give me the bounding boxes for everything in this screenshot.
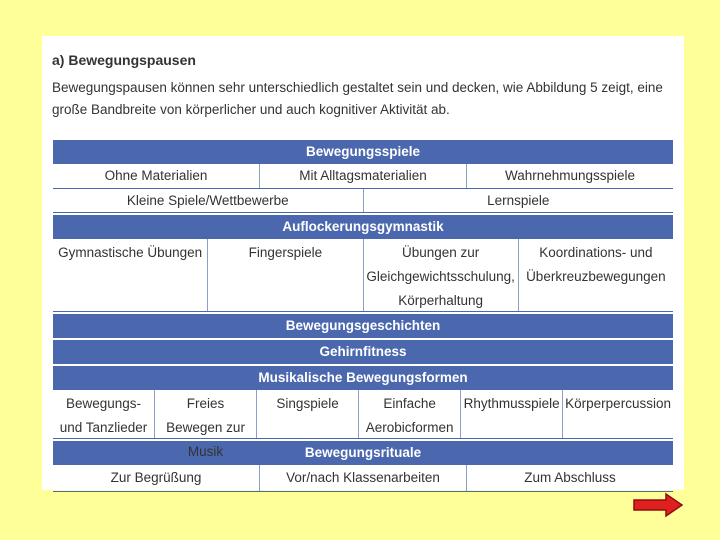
table-cell: Rhythmusspiele [461,390,563,438]
band-bewegungsgeschichten: Bewegungsgeschichten [53,312,673,338]
table-row [53,189,673,213]
table-cell: Wahrnehmungsspiele [504,168,636,183]
table-row [53,164,673,189]
table-cell: Koordinations- und Überkreuzbewegungen [526,245,666,284]
table-row [53,239,673,312]
table-cell: Übungen zur Gleichgewichtsschulung, Körperhaltung [364,239,519,311]
table-cell: Ohne Materialien [53,164,260,188]
band-auflockerungsgymnastik: Auflockerungsgymnastik [53,213,673,239]
table-cell: Gymnastische Übungen [53,239,208,311]
intro-paragraph: Bewegungspausen können sehr unterschiedlich gestaltet sein und decken, wie Abbildung 5 zeigt, eine große Bandbreite von körperlicher und auch kognitiver Aktivität ab. [52,80,663,117]
activity-table [53,138,673,492]
next-slide-button[interactable] [632,492,684,518]
band-bewegungsrituale: Bewegungsrituale [53,439,673,465]
table-cell: Bewegungs- und Tanzlieder [53,390,155,438]
band-musikalische-bewegungsformen: Musikalische Bewegungsformen [53,364,673,390]
section-heading: a) Bewegungspausen [52,52,196,68]
table-cell: Zum Abschluss [524,470,616,485]
table-cell: Freies Bewegen zur Musik [155,390,257,438]
table-cell: Fingerspiele [208,239,363,311]
table-cell: Mit Alltagsmaterialien [260,164,467,188]
band-gehirnfitness: Gehirnfitness [53,338,673,364]
table-cell: Kleine Spiele/Wettbewerbe [53,189,364,212]
table-row [53,465,673,492]
table-cell: Einfache Aerobicformen [359,390,461,438]
table-cell: Vor/nach Klassenarbeiten [260,465,467,491]
table-cell: Zur Begrüßung [53,465,260,491]
band-bewegungsspiele: Bewegungsspiele [53,138,673,164]
table-cell: Körperpercussion [565,396,671,411]
right-arrow-icon [632,492,684,518]
table-cell: Singspiele [257,390,359,438]
table-cell: Lernspiele [487,193,550,208]
